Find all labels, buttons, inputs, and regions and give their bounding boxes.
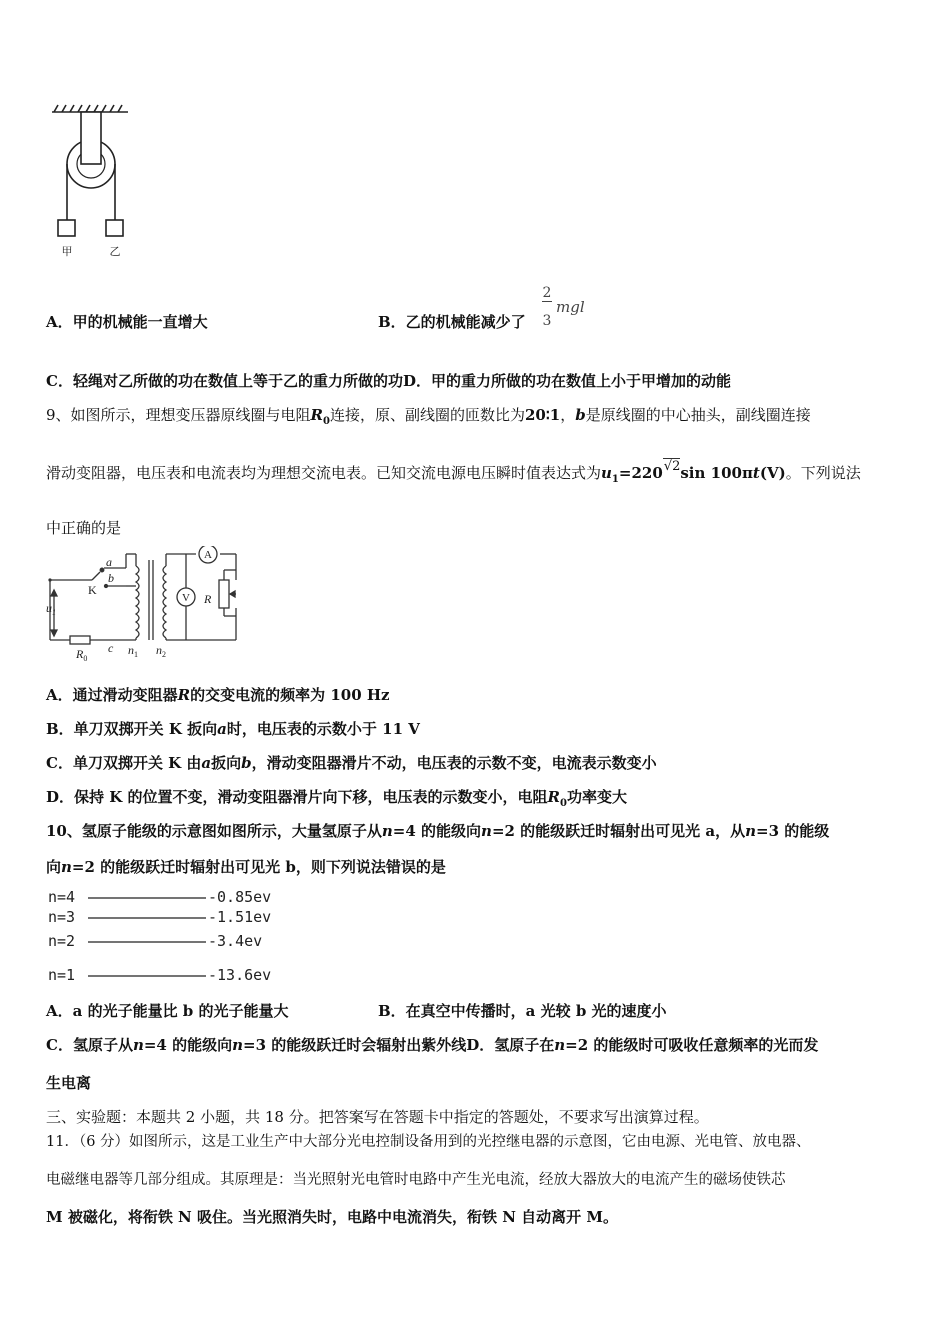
level-n1-energy: -13.6ev <box>208 966 272 984</box>
fig-label-n2: $n_2$ <box>156 643 166 659</box>
level-n3-energy: -1.51ev <box>208 908 272 926</box>
q8-mgl: mgl <box>556 298 585 316</box>
fig-label-c: c <box>108 641 114 655</box>
q11-line2: 电磁继电器等几部分组成。其原理是：当光照射光电管时电路中产生光电流，经放大器放大的电流产生的磁场使铁芯 <box>46 1172 786 1188</box>
fig-label-b: b <box>108 571 114 585</box>
fig-label-a: a <box>106 555 112 569</box>
q8-option-a: A．甲的机械能一直增大 <box>46 313 208 331</box>
section-3-heading: 三、实验题：本题共 2 小题，共 18 分。把答案写在答题卡中指定的答题处，不要求写出演算过程。 <box>46 1108 709 1126</box>
level-n4-energy: -0.85ev <box>208 888 272 906</box>
level-n4-label: n=4 <box>48 888 76 906</box>
level-n2-energy: -3.4ev <box>208 932 263 950</box>
label-yi: 乙 <box>109 246 121 258</box>
level-n2-label: n=2 <box>48 932 76 950</box>
q9-option-d: D．保持 K 的位置不变，滑动变阻器滑片向下移，电压表的示数变小，电阻$R_0$功率变大 <box>46 788 627 809</box>
q9-stem-line1: 9、如图所示，理想变压器原线圈与电阻$R_0$连接，原、副线圈的匝数比为20∶1，b是原线圈的中心抽头，副线圈连接 <box>46 406 811 427</box>
q8-option-b-text: B．乙的机械能减少了 <box>378 313 526 331</box>
label-jia: 甲 <box>61 246 73 258</box>
q11-line3: M 被磁化，将衔铁 N 吸住。当光照消失时，电路中电流消失，衔铁 N 自动离开 M。 <box>46 1208 618 1226</box>
fig-label-n1: $n_1$ <box>128 643 138 659</box>
q10-stem-line2: 向n=2 的能级跃迁时辐射出可见光 b，则下列说法错误的是 <box>46 858 446 876</box>
energy-level-diagram <box>46 884 296 988</box>
q10-option-d-line2: 生电离 <box>46 1074 92 1092</box>
pulley-figure <box>48 104 138 264</box>
q9-stem-line3: 中正确的是 <box>46 519 122 537</box>
q8-frac-den: 3 <box>542 313 552 329</box>
fig-label-r: R <box>204 592 212 606</box>
q8-option-d: D．甲的重力所做的功在数值上小于甲增加的动能 <box>402 372 731 390</box>
q9-stem-line2: 滑动变阻器，电压表和电流表均为理想交流电表。已知交流电源电压瞬时值表达式为$u_1=220√2\sin$ 100πt(V)。下列说法 <box>46 459 861 485</box>
q9-option-a: A．通过滑动变阻器R的交变电流的频率为 100 Hz <box>46 686 390 704</box>
fig-label-r0: $R_0$ <box>76 647 88 663</box>
q10-option-b: B．在真空中传播时，a 光较 b 光的速度小 <box>378 1002 667 1020</box>
fig-label-ammeter: A <box>204 549 212 561</box>
q9-option-c: C．单刀双掷开关 K 由a扳向b，滑动变阻器滑片不动，电压表的示数不变，电流表示数变小 <box>46 754 657 772</box>
fig-label-u1: $u_1$ <box>46 601 56 617</box>
q10-stem-line1: 10、氢原子能级的示意图如图所示，大量氢原子从n=4 的能级向n=2 的能级跃迁时辐射出可见光 a，从n=3 的能级 <box>46 822 830 840</box>
transformer-circuit-figure <box>44 546 252 668</box>
q10-option-a: A．a 的光子能量比 b 的光子能量大 <box>46 1002 289 1020</box>
q11-line1: 11．（6 分）如图所示，这是工业生产中大部分光电控制设备用到的光控继电器的示意图，它由电源、光电管、放电器、 <box>46 1134 811 1150</box>
level-n1-label: n=1 <box>48 966 76 984</box>
level-n3-label: n=3 <box>48 908 76 926</box>
q8-option-cd <box>46 370 731 391</box>
q8-frac-num: 2 <box>542 285 552 301</box>
q8-option-c: C．轻绳对乙所做的功在数值上等于乙的重力所做的功 <box>46 372 403 390</box>
q8-option-b-fraction <box>541 285 553 329</box>
q9-option-b: B．单刀双掷开关 K 扳向a时，电压表的示数小于 11 V <box>46 720 420 738</box>
q10-option-cd: C．氢原子从n=4 的能级向n=3 的能级跃迁时会辐射出紫外线D．氢原子在n=2 的能级时可吸收任意频率的光而发 <box>46 1036 819 1054</box>
fig-label-k: K <box>88 583 97 597</box>
fig-label-voltmeter: V <box>182 592 190 604</box>
